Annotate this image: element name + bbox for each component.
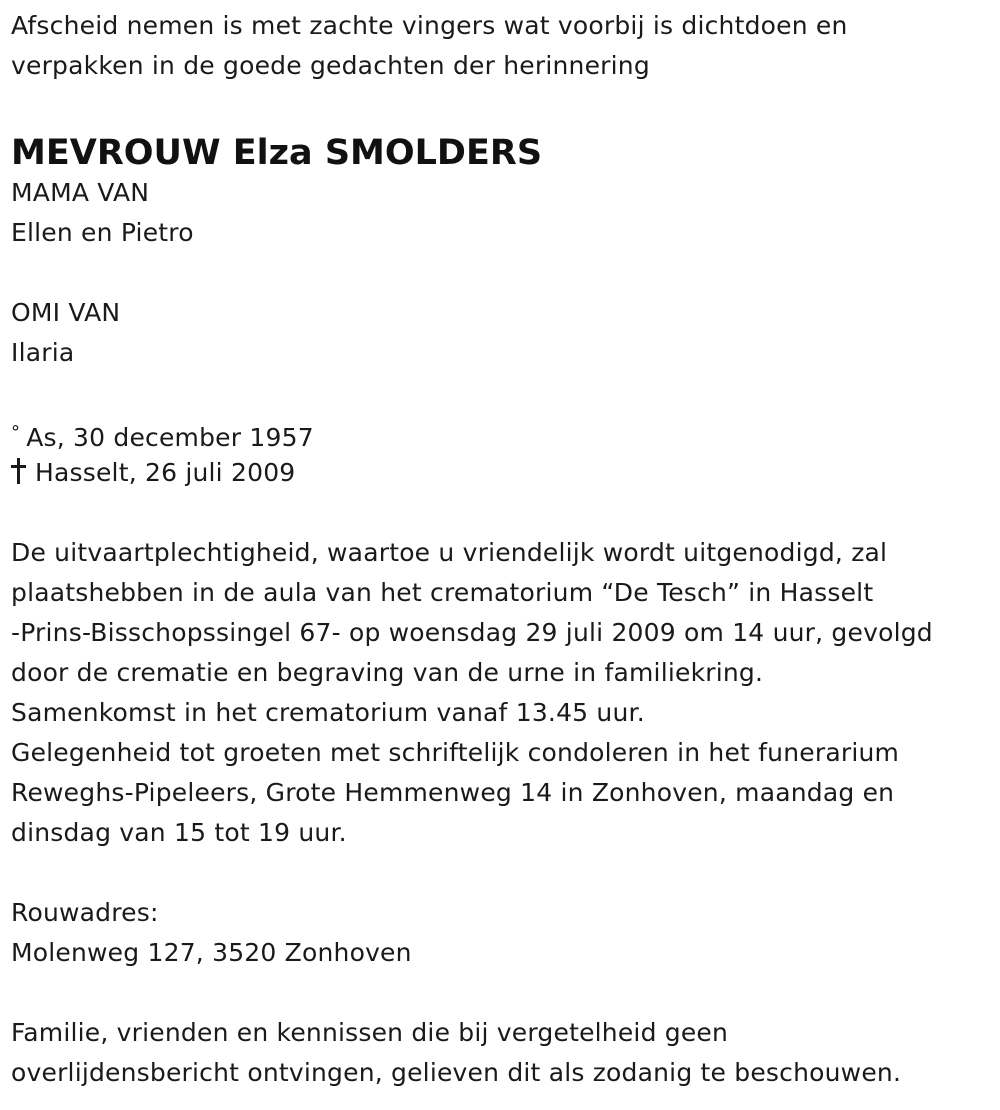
ceremony-line: De uitvaartplechtigheid, waartoe u vriendelijk wordt uitgenodigd, zal bbox=[11, 538, 888, 567]
ceremony-line: Samenkomst in het crematorium vanaf 13.45 uur. bbox=[11, 698, 645, 727]
ceremony-line: dinsdag van 15 tot 19 uur. bbox=[11, 818, 347, 847]
mama-label: MAMA VAN bbox=[11, 178, 150, 207]
death-notice bbox=[11, 6, 991, 1093]
address-value: Molenweg 127, 3520 Zonhoven bbox=[11, 938, 412, 967]
spacer bbox=[11, 853, 991, 893]
notice-line-1: Familie, vrienden en kennissen die bij vergetelheid geen bbox=[11, 1018, 729, 1047]
spacer bbox=[11, 253, 991, 293]
poem-line-1: Afscheid nemen is met zachte vingers wat voorbij is dichtdoen en bbox=[11, 11, 848, 40]
mama-of: Ellen en Pietro bbox=[11, 218, 194, 247]
cross-icon bbox=[11, 458, 27, 484]
birth-degree-symbol: ° bbox=[11, 422, 21, 443]
omi-label: OMI VAN bbox=[11, 298, 121, 327]
spacer bbox=[11, 973, 991, 1013]
birth-place-date: As, 30 december 1957 bbox=[26, 423, 314, 452]
notice-line-2: overlijdensbericht ontvingen, gelieven dit als zodanig te beschouwen. bbox=[11, 1058, 902, 1087]
death-line bbox=[11, 453, 991, 493]
ceremony-line: Gelegenheid tot groeten met schriftelijk condoleren in het funerarium bbox=[11, 738, 900, 767]
death-place-date: Hasselt, 26 juli 2009 bbox=[35, 458, 296, 487]
poem-line-2: verpakken in de goede gedachten der herinnering bbox=[11, 51, 650, 80]
omi-of: Ilaria bbox=[11, 338, 75, 367]
deceased-name: MEVROUW Elza SMOLDERS bbox=[11, 133, 543, 173]
ceremony-line: Reweghs-Pipeleers, Grote Hemmenweg 14 in Zonhoven, maandag en bbox=[11, 778, 895, 807]
ceremony-line: plaatshebben in de aula van het crematorium “De Tesch” in Hasselt bbox=[11, 578, 874, 607]
birth-line bbox=[11, 413, 991, 453]
ceremony-line: door de crematie en begraving van de urne in familiekring. bbox=[11, 658, 764, 687]
spacer bbox=[11, 373, 991, 413]
address-label: Rouwadres: bbox=[11, 898, 159, 927]
spacer bbox=[11, 493, 991, 533]
ceremony-line: -Prins-Bisschopssingel 67- op woensdag 29 juli 2009 om 14 uur, gevolgd bbox=[11, 618, 933, 647]
